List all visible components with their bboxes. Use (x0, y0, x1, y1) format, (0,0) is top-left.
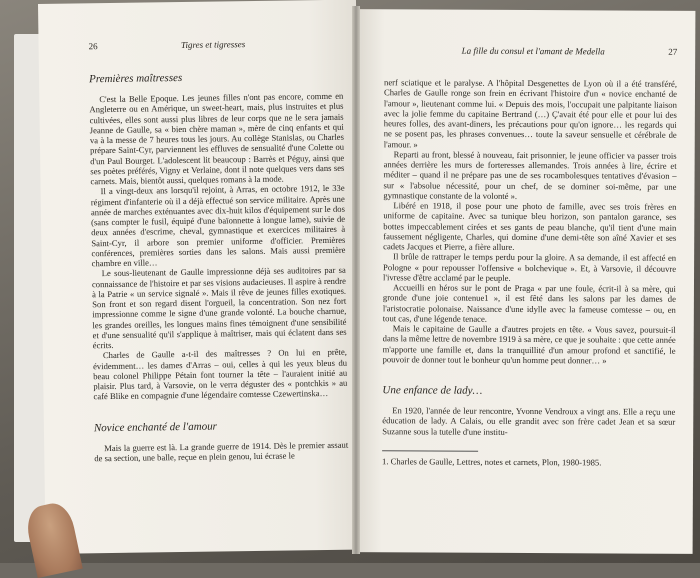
footnote: 1. Charles de Gaulle, Lettres, notes et carnets, Plon, 1980-1985. (382, 456, 602, 468)
right-running-head: La fille du consul et l'amant de Medella (461, 45, 605, 57)
paragraph: Mais la guerre est là. La grande guerre de 1914. Dès le premier assaut de sa section, une balle, reçue en plein genou, lui écrase le (94, 439, 349, 464)
paragraph: Libéré en 1918, il pose pour une photo de famille, avec ses trois frères en uniforme de capitaine. Avec sa tunique bleu horizon, son pantalon garance, ses bottes impeccablement cirées et ses gants de peau blanche, qu'il tient d'une main faussement négligente, Charles, qui domine d'une demi-tête son aîné Xavier et ses cadets Jacques et Pierre, a fière allure. (383, 200, 677, 252)
left-page (38, 0, 364, 554)
paragraph: Il brûle de rattraper le temps perdu pour la gloire. A sa demande, il est affecté en Pologne « pour repousser l'offensive « bolchevique ». Et, à Varsovie, il découvre l'ivresse d'être acclamé par le peuple. (382, 251, 677, 283)
right-page-header (384, 45, 677, 57)
left-running-head: Tigres et tigresses (180, 39, 246, 51)
paragraph: Accueilli en héros sur le pont de Praga « par une foule, écrit-il à sa mère, qui gronde d'une joie contenue1 », il est fêté dans les salons par les dames de l'aristocratie polonaise. Naissance d'une idylle avec la fameuse comtesse – ou, en tout cas, d'une légende tenace. (382, 282, 676, 324)
paragraph: nerf sciatique et le paralyse. A l'hôpital Desgenettes de Lyon où il a été transféré, Charles de Gaulle ronge son frein en écrivant l'histoire d'un « novice enchanté de l'amour », lieutenant comme lui. « Depuis des mois, l'occupait une palpitante liaison avec la jolie femme du capitaine Bertrand (…) Ç'avait été pour elle et pour lui des heures folles, des avant-diners, les précautions pour qu'on ignore… les regards qui ne se posent pas, les phrases convenues… toute la saveur sensuelle et cérébrale de l'amour. » (383, 77, 678, 149)
paragraph: Le sous-lieutenant de Gaulle impressionne déjà ses auditoires par sa connaissance de l'histoire et par ses visions audacieuses. Il aspire à rendre à la Patrie « un service signalé ». Mais il rêve de jeunes filles exotiques. Son front et son regard disent l'orgueil, la concentration. Son nez fort impressionne comme le signe d'une grande volonté. La bouche charnue, les grandes oreilles, les longues mains fines témoignent d'une sensibilité et d'une sensualité qu'il s'applique à maîtriser, mais qui éclatent dans ses écrits. (91, 264, 347, 351)
paragraph: Reparti au front, blessé à nouveau, fait prisonnier, le jeune officier va passer trois années derrière les murs de forteresses allemandes. Trois années à lire, écrire et méditer – quand il ne prépare pas une de ses rocambolesques tentatives d'évasion – sur « l'absolue nécessité, pour un chef, de se dominer soi-même, par une gymnastique constante de la volonté ». (383, 149, 677, 201)
paragraph: C'est la Belle Epoque. Les jeunes filles n'ont pas encore, comme en Angleterre ou en Amérique, un sweet-heart, mais, plus instruites et plus cultivées, elles sont aussi plus libres de leur corps que ne le sera jamais Jeanne de Gaulle, sa « bien chère maman », mère de cinq enfants et qui va à la messe de 7 heures tous les jours. Au collège Stanislas, ou Charles prépare Saint-Cyr, parviennent les effluves de sensualité d'une Colette ou d'un Paul Bourget. L'adolescent lit beaucoup : Barrès et Péguy, ainsi que ses poètes préférés, Vigny et Verlaine, dont il note quelques vers dans ses carnets. Mais, bientôt aussi, quelques romans à la mode. (89, 90, 345, 187)
paragraph: Charles de Gaulle a-t-il des maîtresses ? On lui en prête, évidemment… les dames d'Arras – oui, celles à qui les yeux bleus du beau colonel Philippe Pétain font tourner la tête – l'auraient initié au plaisir. Plus tard, à Varsovie, on le verra déguster des « pontchkis » au café Blike en compagnie d'une légendaire comtesse Czewertinska… (92, 346, 348, 402)
left-page-number: 26 (88, 41, 98, 52)
right-page-number: 27 (668, 46, 678, 57)
footnote-rule (382, 450, 478, 452)
book-spine (352, 6, 360, 554)
section-title-enfance-de-lady: Une enfance de lady… (382, 384, 483, 397)
paragraph: Mais le capitaine de Gaulle a d'autres projets en tête. « Vous savez, poursuit-il dans la même lettre de novembre 1919 à sa mère, ce que je souhaite : que cette année m'apporte une famille et, dans la tranquillité d'un amour profond et sanctifié, le pouvoir de donner tout le bonheur qu'un homme peut donner… » (382, 323, 676, 366)
left-page-header (89, 38, 343, 52)
right-page (355, 9, 696, 554)
section-title-novice-enchante: Novice enchanté de l'amour (93, 420, 218, 434)
paragraph: Il a vingt-deux ans lorsqu'il rejoint, à Arras, en octobre 1912, le 33e régiment d'infanterie où il a déjà effectué son service militaire. Après une année de marches exténuantes avec dix-huit kilos d'équipement sur le dos (sans compter le fusil, équipé d'une baïonnette à longue lame), suivie de deux années d'escrime, cheval, gymnastique et exercices militaires à Saint-Cyr, il arbore son premier uniforme d'officier. Premières conférences, premières sorties dans les salons. Mais aussi première chambre en ville… (90, 182, 346, 269)
section-title-premieres-maitresses: Premières maîtresses (88, 71, 183, 86)
paragraph: En 1920, l'année de leur rencontre, Yvonne Vendroux a vingt ans. Elle a reçu une éducation de lady. A Calais, ou elle grandit avec son frère cadet Jean et sa sœur Suzanne sous la tutelle d'une institu- (382, 405, 676, 437)
